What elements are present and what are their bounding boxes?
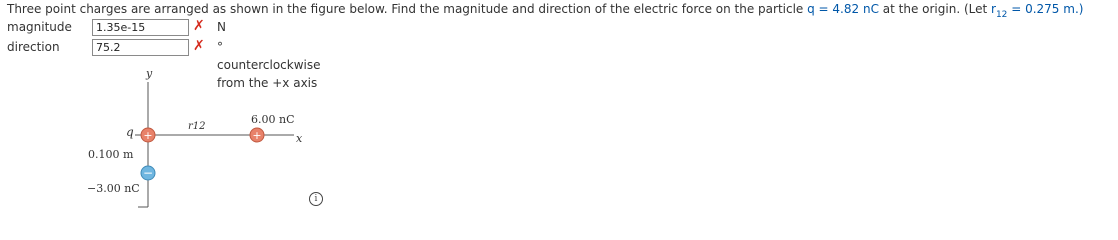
- plus-sign-icon: +: [252, 129, 262, 142]
- incorrect-x-icon: ✗: [193, 18, 205, 34]
- info-icon[interactable]: i: [309, 192, 323, 206]
- incorrect-x-icon: ✗: [193, 38, 205, 54]
- r12-symbol: $r_{12}$: [991, 2, 1008, 20]
- plus-sign-icon: +: [143, 129, 153, 142]
- magnitude-unit: N: [217, 20, 226, 34]
- minus-sign-icon: −: [142, 166, 154, 180]
- charge-q-value: q = 4.82 nC: [807, 2, 879, 16]
- negative-charge-bottom: [141, 166, 155, 180]
- charge-bottom-label: −3.00 nC: [87, 182, 140, 195]
- problem-text-mid: at the origin. (Let: [878, 2, 992, 16]
- charge-q-label: q: [126, 125, 134, 139]
- vertical-distance-label: 0.100 m: [88, 148, 134, 161]
- direction-label: direction: [7, 40, 60, 54]
- x-axis-label: x: [296, 132, 303, 145]
- magnitude-label: magnitude: [7, 20, 72, 34]
- y-axis-label: y: [146, 67, 153, 80]
- r12-distance-label: r12: [188, 121, 206, 132]
- problem-text-before: Three point charges are arranged as shown in the figure below. Find the magnitude and direction of the electric force on the particle: [7, 2, 808, 16]
- positive-charge-right: [250, 128, 264, 142]
- charge-right-label: 6.00 nC: [251, 113, 295, 126]
- direction-unit: ° counterclockwise from the +x axis: [217, 40, 321, 90]
- positive-charge-origin: [141, 128, 155, 142]
- r12-value: = 0.275 m.): [1007, 2, 1084, 16]
